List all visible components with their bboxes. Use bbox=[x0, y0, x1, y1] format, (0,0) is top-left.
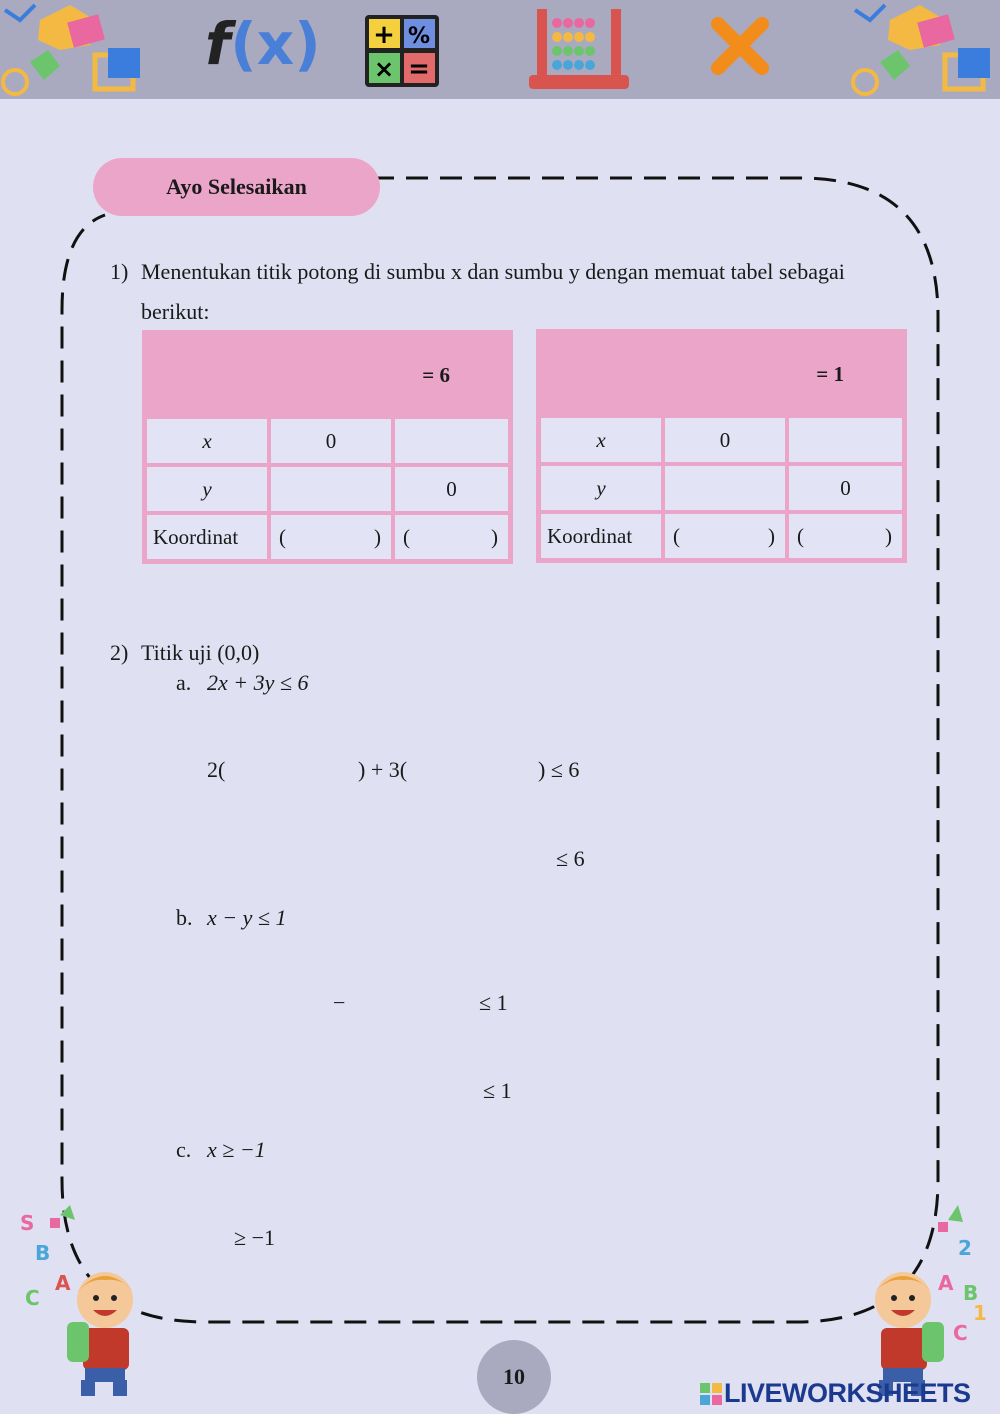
coordinate-answer-cell[interactable]: ( ) bbox=[393, 513, 510, 561]
q2a-expression: 2x + 3y ≤ 6 bbox=[207, 670, 309, 695]
answer-cell[interactable] bbox=[663, 464, 787, 512]
table-row-label: y bbox=[539, 464, 663, 512]
table-header: = 6 bbox=[145, 333, 510, 417]
q2a-step1-mid: ) + 3( bbox=[358, 757, 408, 782]
liveworksheets-logo: LIVEWORKSHEETS bbox=[700, 1378, 971, 1409]
svg-text:B: B bbox=[963, 1281, 979, 1305]
coordinate-answer-cell[interactable]: ( ) bbox=[787, 512, 904, 560]
q1-text-line1: Menentukan titik potong di sumbu x dan sumbu y dengan memuat tabel sebagai bbox=[141, 259, 845, 284]
q2b-label: b. bbox=[176, 905, 193, 930]
table-header: = 1 bbox=[539, 332, 904, 416]
function-fx-icon: f(x) bbox=[205, 10, 321, 78]
section-title: Ayo Selesaikan bbox=[93, 158, 380, 216]
cartoon-boy-icon bbox=[848, 1200, 998, 1400]
q2b-minus: − bbox=[333, 990, 346, 1015]
table-row-label: x bbox=[145, 417, 269, 465]
q2-title: Titik uji (0,0) bbox=[141, 640, 260, 665]
q2a-answer-x[interactable] bbox=[237, 756, 355, 784]
answer-cell[interactable] bbox=[393, 417, 510, 465]
coordinate-answer-cell[interactable]: ( ) bbox=[269, 513, 393, 561]
answer-cell[interactable] bbox=[269, 465, 393, 513]
q2c-step1: ≥ −1 bbox=[234, 1225, 275, 1250]
svg-text:C: C bbox=[953, 1321, 968, 1345]
q2a-label: a. bbox=[176, 670, 192, 695]
coordinate-label: Koordinat bbox=[539, 512, 663, 560]
q2b-answer-x[interactable] bbox=[220, 989, 325, 1017]
table-cell: 0 bbox=[393, 465, 510, 513]
page-number: 10 bbox=[477, 1340, 551, 1414]
intercept-table-1 bbox=[142, 330, 513, 564]
q2b-answer-y[interactable] bbox=[360, 989, 470, 1017]
q2b-step1-right: ≤ 1 bbox=[479, 990, 508, 1015]
q2b-result-input[interactable] bbox=[350, 1077, 475, 1105]
q2c-expression: x ≥ −1 bbox=[207, 1137, 266, 1162]
answer-cell[interactable] bbox=[787, 416, 904, 464]
svg-text:1: 1 bbox=[973, 1301, 987, 1325]
q2a-step1-right: ) ≤ 6 bbox=[538, 757, 580, 782]
svg-text:2: 2 bbox=[958, 1236, 972, 1260]
coordinate-label: Koordinat bbox=[145, 513, 269, 561]
table-cell: 0 bbox=[663, 416, 787, 464]
q2b-step2: ≤ 1 bbox=[483, 1078, 512, 1103]
svg-text:A: A bbox=[55, 1271, 71, 1295]
table-row-label: x bbox=[539, 416, 663, 464]
q2a-step2: ≤ 6 bbox=[556, 846, 585, 871]
svg-text:A: A bbox=[938, 1271, 954, 1295]
svg-text:+: + bbox=[373, 20, 395, 50]
q2a-step1-left: 2( bbox=[207, 757, 226, 782]
coordinate-answer-cell[interactable]: ( ) bbox=[663, 512, 787, 560]
svg-text:=: = bbox=[408, 54, 430, 84]
q2a-answer-y[interactable] bbox=[428, 756, 536, 784]
intercept-table-2 bbox=[536, 329, 907, 563]
q1-number: 1) bbox=[110, 259, 129, 284]
q1-text-line2: berikut: bbox=[141, 299, 210, 324]
table-cell: 0 bbox=[787, 464, 904, 512]
table-cell: 0 bbox=[269, 417, 393, 465]
q2c-label: c. bbox=[176, 1137, 192, 1162]
q2-number: 2) bbox=[110, 640, 129, 665]
cartoon-boy-icon bbox=[5, 1200, 155, 1400]
svg-text:B: B bbox=[35, 1241, 51, 1265]
svg-text:×: × bbox=[373, 55, 395, 83]
svg-text:S: S bbox=[20, 1211, 35, 1235]
liveworksheets-icon bbox=[700, 1383, 722, 1405]
svg-text:%: % bbox=[407, 24, 431, 49]
q2a-result-input[interactable] bbox=[420, 845, 550, 873]
table-row-label: y bbox=[145, 465, 269, 513]
q2b-expression: x − y ≤ 1 bbox=[207, 905, 287, 930]
svg-text:C: C bbox=[25, 1286, 40, 1310]
